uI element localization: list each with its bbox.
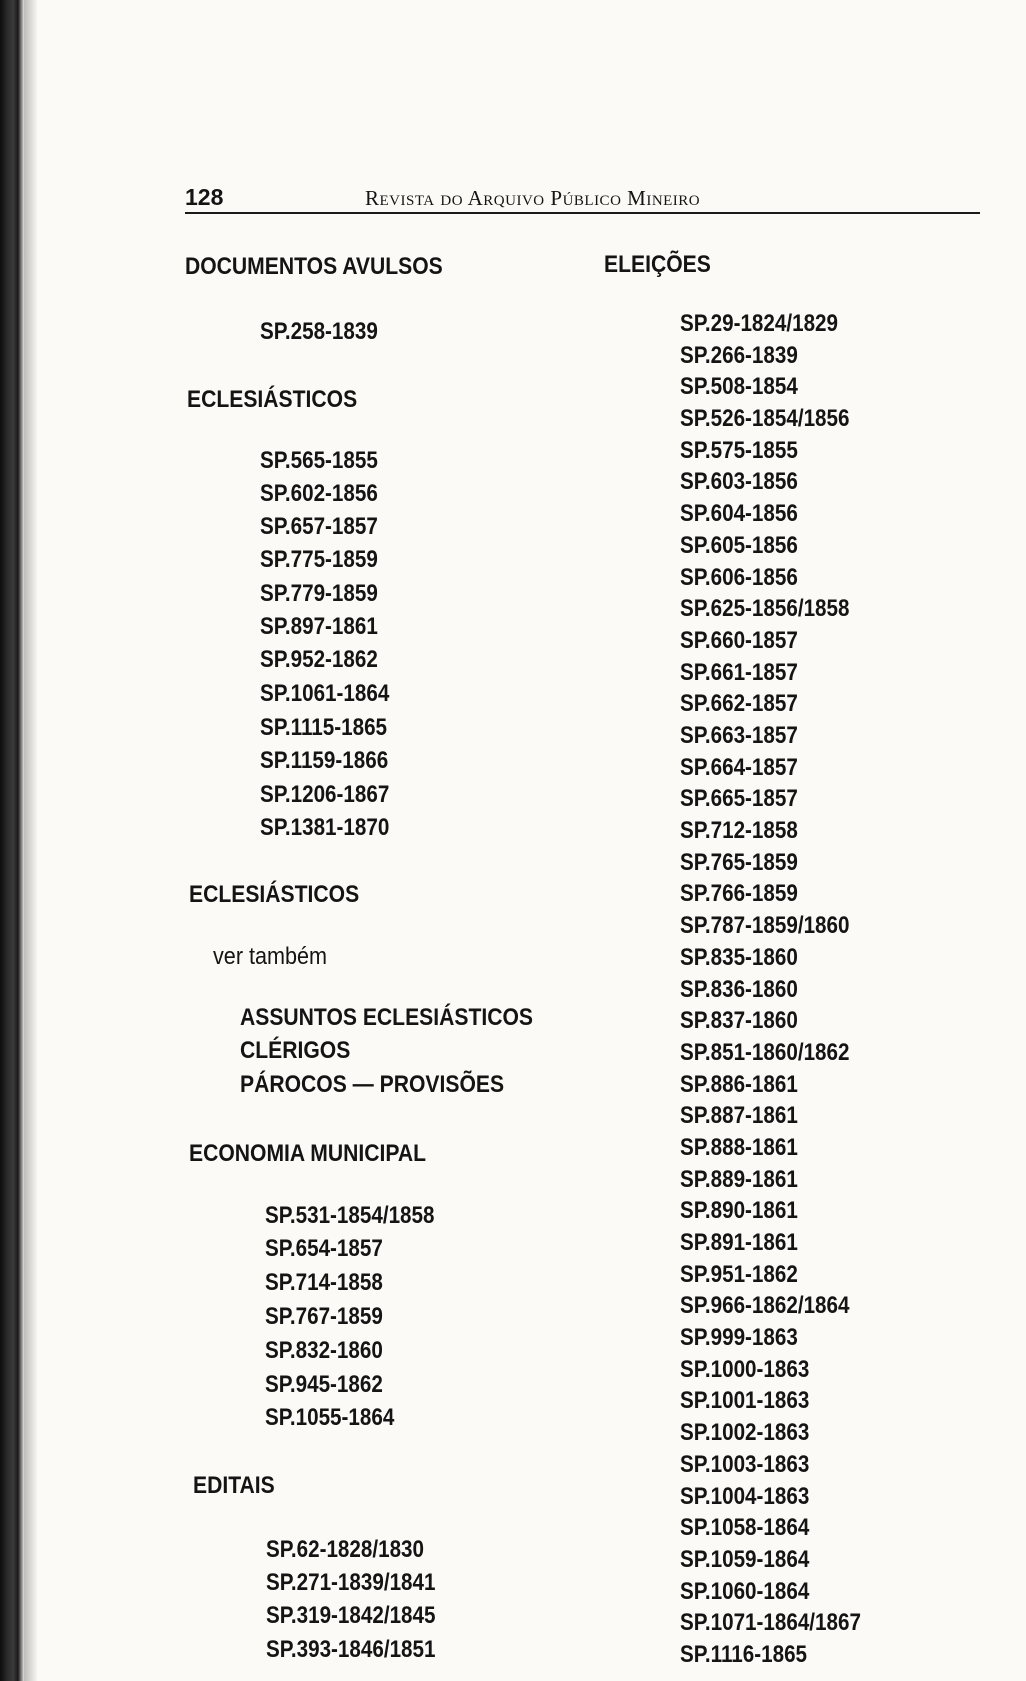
heading-eclesiasticos-see-also: ECLESIÁSTICOS [189, 881, 360, 908]
entry-item: SP.271-1839/1841 [266, 1569, 436, 1596]
entry-item: SP.1002-1863 [680, 1419, 810, 1446]
entry-item: SP.767-1859 [265, 1303, 383, 1330]
entry-item: SP.890-1861 [680, 1197, 798, 1224]
entry-item: SP.1116-1865 [680, 1641, 808, 1668]
entry-item: SP.837-1860 [680, 1007, 798, 1034]
entry-item: SP.1004-1863 [680, 1483, 810, 1510]
entry-item: SP.266-1839 [680, 342, 798, 369]
entry-item: SP.952-1862 [260, 646, 378, 673]
entry-item: SP.1003-1863 [680, 1451, 810, 1478]
heading-economia-municipal: ECONOMIA MUNICIPAL [189, 1140, 427, 1167]
entry-item: SP.393-1846/1851 [266, 1636, 436, 1663]
entry-item: SP.888-1861 [680, 1134, 798, 1161]
entry-item: SP.966-1862/1864 [680, 1292, 850, 1319]
entry-item: SP.1206-1867 [260, 781, 390, 808]
entry-item: SP.1055-1864 [265, 1404, 395, 1431]
entry-item: SP.1061-1864 [260, 680, 390, 707]
entry-item: SP.603-1856 [680, 468, 798, 495]
entry-item: SP.654-1857 [265, 1235, 383, 1262]
entry-item: SP.1000-1863 [680, 1356, 810, 1383]
entry-item: SP.663-1857 [680, 722, 798, 749]
entry-item: SP.602-1856 [260, 480, 378, 507]
entry-item: SP.531-1854/1858 [265, 1202, 435, 1229]
entry-item: SP.1381-1870 [260, 814, 390, 841]
entry-item: SP.258-1839 [260, 318, 378, 345]
page-header [185, 180, 980, 214]
entry-item: SP.765-1859 [680, 849, 798, 876]
entry-item: SP.319-1842/1845 [266, 1602, 436, 1629]
entry-item: SP.1001-1863 [680, 1387, 810, 1414]
heading-documentos-avulsos: DOCUMENTOS AVULSOS [185, 253, 443, 280]
entry-item: SP.660-1857 [680, 627, 798, 654]
running-title: Revista do Arquivo Público Mineiro [365, 186, 701, 210]
entry-item: SP.526-1854/1856 [680, 405, 850, 432]
heading-eleicoes: ELEIÇÕES [604, 251, 711, 278]
see-also-item: ASSUNTOS ECLESIÁSTICOS [240, 1004, 533, 1031]
see-also-item: PÁROCOS — PROVISÕES [240, 1071, 505, 1098]
entry-item: SP.29-1824/1829 [680, 310, 839, 337]
entry-item: SP.605-1856 [680, 532, 798, 559]
entry-item: SP.604-1856 [680, 500, 798, 527]
entry-item: SP.62-1828/1830 [266, 1536, 425, 1563]
entry-item: SP.657-1857 [260, 513, 378, 540]
entry-item: SP.886-1861 [680, 1071, 798, 1098]
entry-item: SP.779-1859 [260, 580, 378, 607]
entry-item: SP.665-1857 [680, 785, 798, 812]
entry-item: SP.712-1858 [680, 817, 798, 844]
entry-item: SP.661-1857 [680, 659, 798, 686]
entry-item: SP.891-1861 [680, 1229, 798, 1256]
entry-item: SP.999-1863 [680, 1324, 798, 1351]
entry-item: SP.1115-1865 [260, 714, 388, 741]
entry-item: SP.1159-1866 [260, 747, 389, 774]
page-number: 128 [185, 184, 224, 210]
entry-item: SP.565-1855 [260, 447, 378, 474]
entry-item: SP.606-1856 [680, 564, 798, 591]
entry-item: SP.851-1860/1862 [680, 1039, 850, 1066]
entry-item: SP.775-1859 [260, 546, 378, 573]
entry-item: SP.1060-1864 [680, 1578, 810, 1605]
entry-item: SP.664-1857 [680, 754, 798, 781]
entry-item: SP.835-1860 [680, 944, 798, 971]
entry-item: SP.787-1859/1860 [680, 912, 850, 939]
entry-item: SP.889-1861 [680, 1166, 798, 1193]
entry-item: SP.897-1861 [260, 613, 378, 640]
entry-item: SP.945-1862 [265, 1371, 383, 1398]
see-also-item: CLÉRIGOS [240, 1037, 351, 1064]
entry-item: SP.887-1861 [680, 1102, 798, 1129]
book-binding-edge [0, 0, 24, 1681]
gutter-shadow [24, 0, 38, 1681]
heading-editais: EDITAIS [193, 1472, 275, 1499]
entry-item: SP.1071-1864/1867 [680, 1609, 861, 1636]
entry-item: SP.508-1854 [680, 373, 798, 400]
entry-item: SP.1059-1864 [680, 1546, 810, 1573]
entry-item: SP.766-1859 [680, 880, 798, 907]
entry-item: SP.714-1858 [265, 1269, 383, 1296]
entry-item: SP.625-1856/1858 [680, 595, 850, 622]
entry-item: SP.662-1857 [680, 690, 798, 717]
entry-item: SP.575-1855 [680, 437, 798, 464]
heading-eclesiasticos: ECLESIÁSTICOS [187, 386, 358, 413]
entry-item: SP.836-1860 [680, 976, 798, 1003]
see-also-label: ver também [213, 943, 328, 970]
entry-item: SP.951-1862 [680, 1261, 798, 1288]
entry-item: SP.832-1860 [265, 1337, 383, 1364]
entry-item: SP.1058-1864 [680, 1514, 810, 1541]
